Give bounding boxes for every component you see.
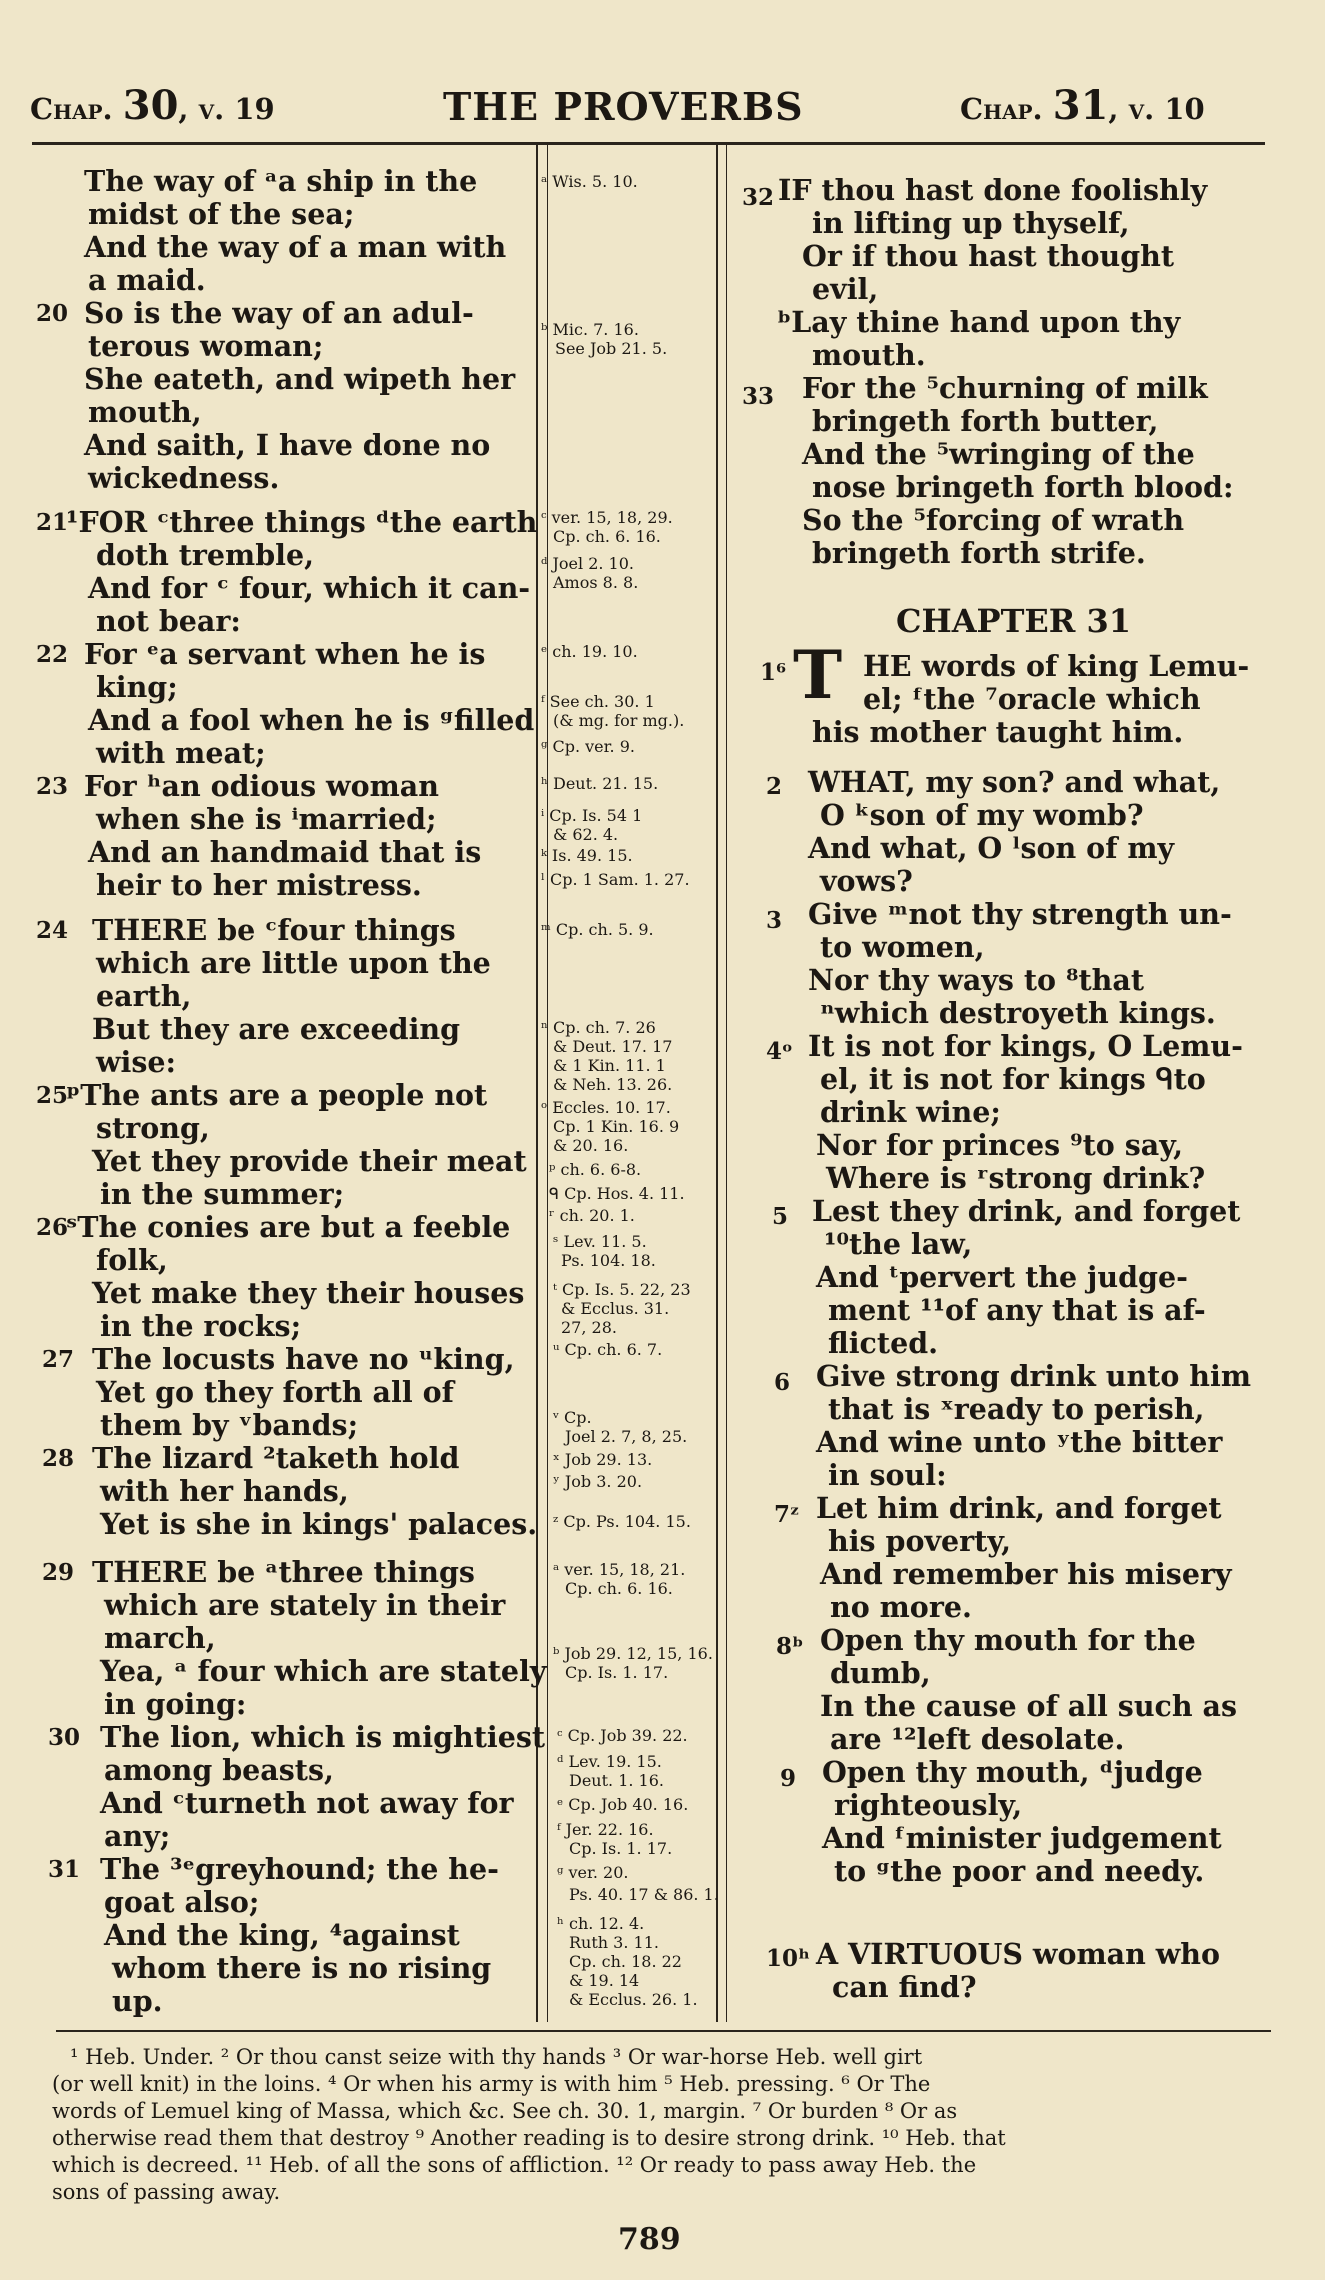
verse-line: can find? <box>832 1970 977 2004</box>
page-title: THE PROVERBS <box>443 84 804 129</box>
cross-reference: Ruth 3. 11. <box>569 1933 659 1952</box>
verse-line: mouth, <box>88 395 202 429</box>
cross-reference: ᑫ Cp. Hos. 4. 11. <box>549 1184 685 1203</box>
verse-line: IF thou hast done foolishly <box>778 173 1208 207</box>
verse-line: Nor for princes ⁹to say, <box>816 1128 1183 1162</box>
verse-line: el; ᶠthe ⁷oracle which <box>863 682 1201 716</box>
verse-line: in the summer; <box>100 1177 345 1211</box>
verse-number: 26 <box>36 1214 69 1241</box>
verse-line: king; <box>96 670 178 704</box>
cross-reference: ʸ Job 3. 20. <box>553 1472 643 1491</box>
verse-line: And the ⁵wringing of the <box>802 437 1195 471</box>
verse-number: 9 <box>780 1765 797 1792</box>
verse-number: 10ʰ <box>766 1945 811 1972</box>
verse-line: his mother taught him. <box>812 715 1184 749</box>
verse-line: nose bringeth forth blood: <box>812 470 1234 504</box>
cross-reference: ᵐ Cp. ch. 5. 9. <box>541 920 654 939</box>
verse-line: Give ᵐnot thy strength un- <box>808 897 1232 931</box>
cross-reference: Cp. ch. 6. 16. <box>553 527 661 546</box>
header-rule <box>32 142 1265 145</box>
cross-reference: ᵘ Cp. ch. 6. 7. <box>553 1340 663 1359</box>
verse-line: no more. <box>830 1590 972 1624</box>
verse-line: wickedness. <box>88 461 280 495</box>
verse-line: ment ¹¹of any that is af- <box>828 1293 1206 1327</box>
verse-line: vows? <box>820 864 913 898</box>
verse-line: HE words of king Lemu- <box>863 649 1250 683</box>
verse-line: For the ⁵churning of milk <box>802 371 1208 405</box>
verse-line: up. <box>112 1984 163 2018</box>
verse-line: mouth. <box>812 338 926 372</box>
cross-reference: ˣ Job 29. 13. <box>553 1450 653 1469</box>
cross-reference: ˡ Cp. 1 Sam. 1. 27. <box>541 870 690 889</box>
verse-line: The locusts have no ᵘking, <box>92 1342 515 1376</box>
cross-reference: 27, 28. <box>561 1318 617 1337</box>
verse-number: 6 <box>774 1369 791 1396</box>
verse-line: his poverty, <box>828 1524 1012 1558</box>
verse-number: 4ᵒ <box>766 1038 793 1065</box>
cross-reference: ᶜ ver. 15, 18, 29. <box>541 508 673 527</box>
verse-line: The lizard ²taketh hold <box>92 1441 460 1475</box>
verse-line: Let him drink, and forget <box>816 1491 1222 1525</box>
cross-reference: ᵇ Job 29. 12, 15, 16. <box>553 1644 713 1663</box>
verse-number: 23 <box>36 773 69 800</box>
cross-reference: Amos 8. 8. <box>553 573 639 592</box>
verse-line: So the ⁵forcing of wrath <box>802 503 1185 537</box>
cross-reference: Cp. ch. 18. 22 <box>569 1952 682 1971</box>
cross-reference: ʳ ch. 20. 1. <box>549 1206 635 1225</box>
cross-reference: ᵈ Lev. 19. 15. <box>557 1752 662 1771</box>
verse-line: And remember his misery <box>820 1557 1232 1591</box>
cross-reference: ᵈ Joel 2. 10. <box>541 554 634 573</box>
verse-line: And wine unto ʸthe bitter <box>816 1425 1223 1459</box>
verse-line: evil, <box>812 272 879 306</box>
cross-reference: & Ecclus. 26. 1. <box>569 1990 698 2009</box>
verse-number: 21 <box>36 509 69 536</box>
cross-reference: See Job 21. 5. <box>555 339 668 358</box>
verse-line: in the rocks; <box>100 1309 302 1343</box>
verse-line: terous woman; <box>88 329 324 363</box>
cross-reference: & 20. 16. <box>553 1136 629 1155</box>
verse-line: But they are exceeding <box>92 1012 461 1046</box>
verse-line: march, <box>104 1621 216 1655</box>
verse-number: 24 <box>36 917 69 944</box>
verse-line: Nor thy ways to ⁸that <box>808 963 1144 997</box>
cross-reference: Ps. 104. 18. <box>561 1251 656 1270</box>
verse-line: And ᶠminister judgement <box>822 1821 1222 1855</box>
verse-line: The way of ᵃa ship in the <box>84 164 478 198</box>
cross-reference: ʰ Deut. 21. 15. <box>541 774 659 793</box>
footnote-line: which is decreed. ¹¹ Heb. of all the sons of affliction. ¹² Or ready to pass away Heb. the <box>52 2153 977 2177</box>
verse-line: O ᵏson of my womb? <box>820 798 1144 832</box>
footnote-line: (or well knit) in the loins. ⁴ Or when his army is with him ⁵ Heb. pressing. ⁶ Or The <box>52 2072 931 2096</box>
verse-line: And saith, I have done no <box>84 428 491 462</box>
verse-line: ¹⁰the law, <box>824 1227 973 1261</box>
cross-reference: ʰ ch. 12. 4. <box>557 1914 645 1933</box>
verse-line: And the way of a man with <box>84 230 507 264</box>
verse-line: in soul: <box>828 1458 947 1492</box>
cross-reference: ⁿ Cp. ch. 7. 26 <box>541 1018 656 1037</box>
footnote-line: sons of passing away. <box>52 2180 281 2204</box>
verse-line: And ᶜturneth not away for <box>100 1786 514 1820</box>
verse-line: bringeth forth butter, <box>812 404 1159 438</box>
verse-number: 32 <box>742 184 775 211</box>
verse-line: The lion, which is mightiest <box>100 1720 546 1754</box>
verse-number: 20 <box>36 300 69 327</box>
column-divider <box>726 144 727 2022</box>
header-right-reference: Chap. 31, v. 10 <box>960 82 1205 129</box>
verse-line: Lest they drink, and forget <box>812 1194 1241 1228</box>
verse-number: 22 <box>36 641 69 668</box>
verse-number: 1⁶ <box>760 659 787 686</box>
verse-line: Give strong drink unto him <box>816 1359 1251 1393</box>
cross-reference: (& mg. for mg.). <box>553 711 685 730</box>
verse-line: when she is ⁱmarried; <box>96 802 437 836</box>
cross-reference: ˢ Lev. 11. 5. <box>553 1232 647 1251</box>
verse-line: with meat; <box>96 736 266 770</box>
verse-number: 29 <box>42 1559 75 1586</box>
verse-line: bringeth forth strife. <box>812 536 1146 570</box>
verse-line: The ³ᵉgreyhound; the he- <box>100 1852 499 1886</box>
verse-line: any; <box>104 1819 171 1853</box>
verse-line: wise: <box>96 1045 177 1079</box>
footnote-line: words of Lemuel king of Massa, which &c. See ch. 30. 1, margin. ⁷ Or burden ⁸ Or as <box>52 2099 958 2123</box>
verse-line: Yet go they forth all of <box>96 1375 454 1409</box>
verse-line: folk, <box>96 1243 168 1277</box>
cross-reference: ⁱ Cp. Is. 54 1 <box>541 806 643 825</box>
cross-reference: ᵉ Cp. Job 40. 16. <box>557 1795 689 1814</box>
verse-line: are ¹²left desolate. <box>830 1722 1125 1756</box>
chapter-heading: CHAPTER 31 <box>896 602 1132 640</box>
verse-line: It is not for kings, O Lemu- <box>808 1029 1243 1063</box>
verse-line: ¹FOR ᶜthree things ᵈthe earth <box>66 505 538 539</box>
verse-line: in lifting up thyself, <box>812 206 1130 240</box>
cross-reference: ᶜ Cp. Job 39. 22. <box>557 1726 688 1745</box>
cross-reference: Joel 2. 7, 8, 25. <box>565 1427 688 1446</box>
verse-line: to women, <box>820 930 985 964</box>
verse-line: them by ᵛbands; <box>100 1408 359 1442</box>
verse-line: And for ᶜ four, which it can- <box>88 571 531 605</box>
cross-reference: & Neh. 13. 26. <box>553 1075 673 1094</box>
verse-line: doth tremble, <box>96 538 315 572</box>
footnote-line: otherwise read them that destroy ⁹ Another reading is to desire strong drink. ¹⁰ Heb. that <box>52 2126 1006 2150</box>
verse-line: A VIRTUOUS woman who <box>816 1937 1220 1971</box>
verse-line: heir to her mistress. <box>96 868 422 902</box>
verse-line: which are little upon the <box>96 946 491 980</box>
verse-line: She eateth, and wipeth her <box>84 362 516 396</box>
cross-reference: Cp. Is. 1. 17. <box>565 1663 669 1682</box>
verse-line: Where is ʳstrong drink? <box>826 1161 1206 1195</box>
verse-line: not bear: <box>96 604 241 638</box>
cross-reference: ᵉ ch. 19. 10. <box>541 642 638 661</box>
verse-number: 27 <box>42 1346 75 1373</box>
verse-number: 31 <box>48 1856 81 1883</box>
verse-number: 7ᶻ <box>774 1501 800 1528</box>
cross-reference: Cp. ch. 6. 16. <box>565 1579 673 1598</box>
verse-line: that is ˣready to perish, <box>828 1392 1205 1426</box>
cross-reference: & Ecclus. 31. <box>561 1299 670 1318</box>
verse-line: flicted. <box>828 1326 939 1360</box>
cross-reference: ᵍ Cp. ver. 9. <box>541 737 635 756</box>
verse-line: with her hands, <box>100 1474 349 1508</box>
cross-reference: ᵛ Cp. <box>553 1408 592 1427</box>
verse-line: Open thy mouth, ᵈjudge <box>822 1755 1203 1789</box>
cross-reference: ᵒ Eccles. 10. 17. <box>541 1098 671 1117</box>
cross-reference: ᵇ Mic. 7. 16. <box>541 320 639 339</box>
verse-line: And ᵗpervert the judge- <box>816 1260 1188 1294</box>
cross-reference: ᵃ ver. 15, 18, 21. <box>553 1560 686 1579</box>
verse-line: midst of the sea; <box>88 197 355 231</box>
verse-number: 25 <box>36 1082 69 1109</box>
cross-reference: ᵃ Wis. 5. 10. <box>541 172 638 191</box>
verse-number: 3 <box>766 907 783 934</box>
cross-reference: ᵍ ver. 20. <box>557 1863 629 1882</box>
verse-line: And an handmaid that is <box>88 835 482 869</box>
verse-line: ˢThe conies are but a feeble <box>66 1210 511 1244</box>
verse-line: ᵖThe ants are a people not <box>66 1078 488 1112</box>
verse-line: Yet they provide their meat <box>92 1144 527 1178</box>
column-divider <box>547 144 548 2022</box>
verse-line: a maid. <box>88 263 206 297</box>
cross-reference: & 1 Kin. 11. 1 <box>553 1056 666 1075</box>
verse-number: 5 <box>772 1203 789 1230</box>
verse-line: And the king, ⁴against <box>104 1918 460 1952</box>
column-divider <box>716 144 718 2022</box>
verse-number: 2 <box>766 773 783 800</box>
verse-line: Or if thou hast thought <box>802 239 1175 273</box>
verse-line: earth, <box>96 979 192 1013</box>
cross-reference: ᵏ Is. 49. 15. <box>541 846 633 865</box>
verse-line: among beasts, <box>104 1753 334 1787</box>
verse-number: 28 <box>42 1445 75 1472</box>
footnote-rule <box>56 2030 1271 2032</box>
verse-line: And what, O ˡson of my <box>808 831 1175 865</box>
verse-number: 33 <box>742 383 775 410</box>
cross-reference: Cp. 1 Kin. 16. 9 <box>553 1117 680 1136</box>
cross-reference: ᵖ ch. 6. 6-8. <box>549 1160 642 1179</box>
footnote-line: ¹ Heb. Under. ² Or thou canst seize with thy hands ³ Or war-horse Heb. well girt <box>70 2045 923 2069</box>
cross-reference: ᵗ Cp. Is. 5. 22, 23 <box>553 1280 691 1299</box>
verse-line: dumb, <box>830 1656 931 1690</box>
verse-line: Yea, ᵃ four which are stately <box>100 1654 547 1688</box>
verse-line: goat also; <box>104 1885 260 1919</box>
verse-line: drink wine; <box>820 1095 1001 1129</box>
verse-line: righteously, <box>834 1788 1023 1822</box>
cross-reference: ᶠ Jer. 22. 16. <box>557 1820 654 1839</box>
verse-line: In the cause of all such as <box>820 1689 1238 1723</box>
verse-line: THERE be ᶜfour things <box>92 913 456 947</box>
verse-line: Yet is she in kings' palaces. <box>100 1507 538 1541</box>
verse-line: ᵇLay thine hand upon thy <box>777 305 1181 339</box>
drop-cap: T <box>793 636 843 714</box>
verse-line: strong, <box>96 1111 210 1145</box>
cross-reference: ᶠ See ch. 30. 1 <box>541 692 655 711</box>
cross-reference: & 19. 14 <box>569 1971 640 1990</box>
verse-line: which are stately in their <box>104 1588 506 1622</box>
cross-reference: & 62. 4. <box>553 825 619 844</box>
verse-number: 8ᵇ <box>776 1633 804 1660</box>
verse-line: THERE be ᵃthree things <box>92 1555 475 1589</box>
verse-line: WHAT, my son? and what, <box>808 765 1221 799</box>
cross-reference: Cp. Is. 1. 17. <box>569 1839 673 1858</box>
verse-line: And a fool when he is ᵍfilled <box>88 703 535 737</box>
cross-reference: & Deut. 17. 17 <box>553 1037 673 1056</box>
header-left-reference: Chap. 30, v. 19 <box>30 82 275 129</box>
verse-line: to ᵍthe poor and needy. <box>834 1854 1205 1888</box>
cross-reference: ᶻ Cp. Ps. 104. 15. <box>553 1512 691 1531</box>
verse-line: So is the way of an adul- <box>84 296 474 330</box>
cross-reference: Deut. 1. 16. <box>569 1771 664 1790</box>
verse-line: Yet make they their houses <box>92 1276 525 1310</box>
verse-line: in going: <box>104 1687 247 1721</box>
verse-line: For ʰan odious woman <box>84 769 439 803</box>
verse-line: Open thy mouth for the <box>820 1623 1196 1657</box>
verse-line: whom there is no rising <box>112 1951 492 1985</box>
verse-line: ⁿwhich destroyeth kings. <box>820 996 1216 1030</box>
page-number: 789 <box>618 2222 681 2257</box>
cross-reference: Ps. 40. 17 & 86. 1. <box>569 1885 719 1904</box>
verse-line: For ᵉa servant when he is <box>84 637 486 671</box>
verse-line: el, it is not for kings ᑫto <box>820 1062 1206 1096</box>
verse-number: 30 <box>48 1724 81 1751</box>
